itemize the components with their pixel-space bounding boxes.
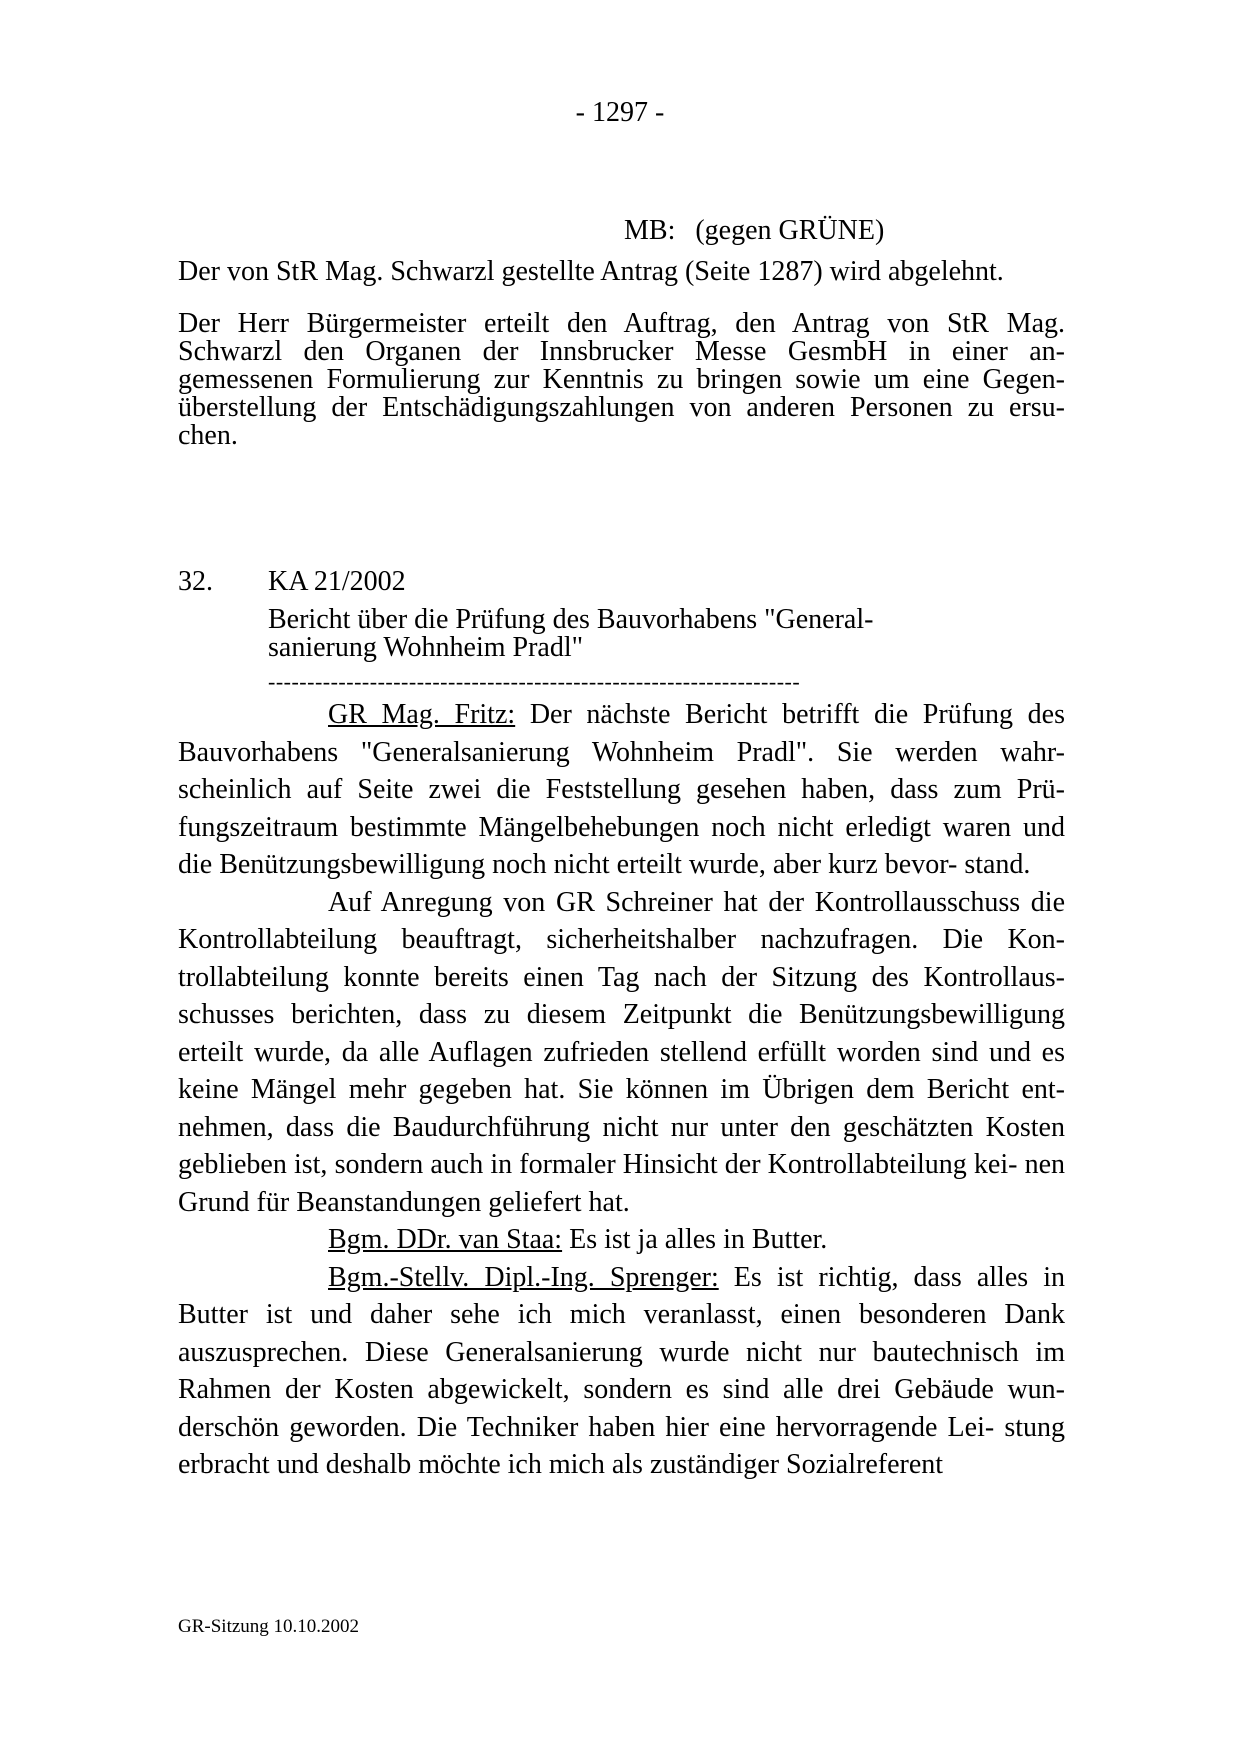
- order-line: Der Herr Bürgermeister erteilt den Auftrag, den Antrag von StR: [178, 308, 989, 339]
- footer-session-date: GR-Sitzung 10.10.2002: [178, 1616, 360, 1637]
- speech-text: Bauvorhabens "Generalsanierung Wohnheim Pradl". Sie werden wahr-: [178, 736, 1065, 768]
- speech-paragraph: [178, 696, 1065, 884]
- speech-text: Rahmen der Kosten abgewickelt, sondern es sind alle drei Gebäude wun-: [178, 1374, 1065, 1405]
- speech-text: Auf Anregung von GR Schreiner hat der Kontrollausschuss: [328, 886, 1021, 918]
- decision-text: Der von StR Mag. Schwarzl gestellte Antrag (Seite 1287) wird abgelehnt.: [178, 256, 1004, 287]
- order-line: überstellung der Entschädigungszahlungen von anderen Personen zu ersu-: [178, 392, 1065, 423]
- speaker-name: GR Mag. Fritz:: [328, 699, 516, 730]
- speech-text: stand.: [964, 849, 1031, 880]
- speech-text: fungszeitraum bestimmte Mängelbehebungen noch nicht erledigt waren: [178, 811, 1012, 843]
- speech-text: und die Benützungsbewilligung noch nicht erteilt wurde, aber kurz bevor-: [178, 811, 1066, 880]
- speech-paragraph: [178, 884, 1065, 1222]
- debate-transcript: [178, 696, 1065, 1484]
- page-number: - 1297 -: [575, 97, 665, 128]
- agenda-item-title: [268, 606, 908, 662]
- speech-text: scheinlich auf Seite zwei die Feststellung gesehen haben, dass zum Prü-: [178, 774, 1065, 805]
- agenda-item-reference: KA 21/2002: [268, 566, 406, 597]
- order-line: Mag. Schwarzl den Organen der Innsbrucker Messe GesmbH in einer an-: [178, 308, 1065, 367]
- speech-paragraph: [178, 1259, 1065, 1484]
- order-line: gemessenen Formulierung zur Kenntnis zu bringen sowie um eine Gegen-: [178, 364, 1065, 395]
- speech-paragraph: [178, 1221, 1065, 1259]
- speech-text: auszusprechen. Diese Generalsanierung wurde nicht nur bautechnisch im: [178, 1336, 1065, 1368]
- speech-text: erteilt wurde, da alle Auflagen zufrieden stellend erfüllt worden sind und es: [178, 1036, 1065, 1068]
- speaker-name: Bgm. DDr. van Staa:: [328, 1224, 563, 1255]
- vote-label: MB:: [624, 215, 676, 246]
- speech-text: schusses berichten, dass zu diesem Zeitpunkt die Benützungsbewilligung: [178, 999, 1065, 1030]
- vote-result: [624, 214, 884, 248]
- speech-text: geblieben ist, sondern auch in formaler Hinsicht der Kontrollabteilung kei-: [178, 1149, 1018, 1180]
- speech-text: trollabteilung konnte bereits einen Tag nach der Sitzung des Kontrollaus-: [178, 961, 1065, 993]
- agenda-item-number: 32.: [178, 566, 213, 597]
- speaker-name: Bgm.-Stellv. Dipl.-Ing. Sprenger:: [328, 1261, 719, 1293]
- speech-text: die Kontrollabteilung beauftragt, sicherheitshalber nachzufragen. Die Kon-: [178, 886, 1066, 955]
- speech-text: stung erbracht und deshalb möchte ich mich als zuständiger Sozialreferent: [178, 1411, 1066, 1480]
- agenda-item-title-line: sanierung Wohnheim Pradl": [268, 632, 584, 663]
- speech-text: derschön geworden. Die Techniker haben hier eine hervorragende Lei-: [178, 1411, 995, 1443]
- speech-text: Es ist ja alles in Butter.: [562, 1224, 828, 1255]
- speech-text: nehmen, dass die Baudurchführung nicht nur unter den geschätzten Kosten: [178, 1111, 1065, 1143]
- speech-text: nen Grund für Beanstandungen geliefert hat.: [178, 1149, 1065, 1218]
- order-line: chen.: [178, 420, 238, 451]
- speech-text: keine Mängel mehr gegeben hat. Sie können im Übrigen dem Bericht ent-: [178, 1074, 1065, 1105]
- speech-text: Es ist richtig, dass alles in: [718, 1261, 1065, 1293]
- speech-text: Der nächste Bericht betrifft die Prüfung des: [515, 699, 1065, 730]
- speech-text: Butter ist und daher sehe ich mich veranlasst, einen besonderen Dank: [178, 1299, 1065, 1330]
- mayor-order: [178, 310, 1065, 450]
- agenda-item-title-line: Bericht über die Prüfung des Bauvorhabens "General-: [268, 604, 874, 635]
- agenda-item-divider: --------------------------------------------------------------------: [268, 669, 801, 694]
- vote-detail: (gegen GRÜNE): [695, 215, 885, 246]
